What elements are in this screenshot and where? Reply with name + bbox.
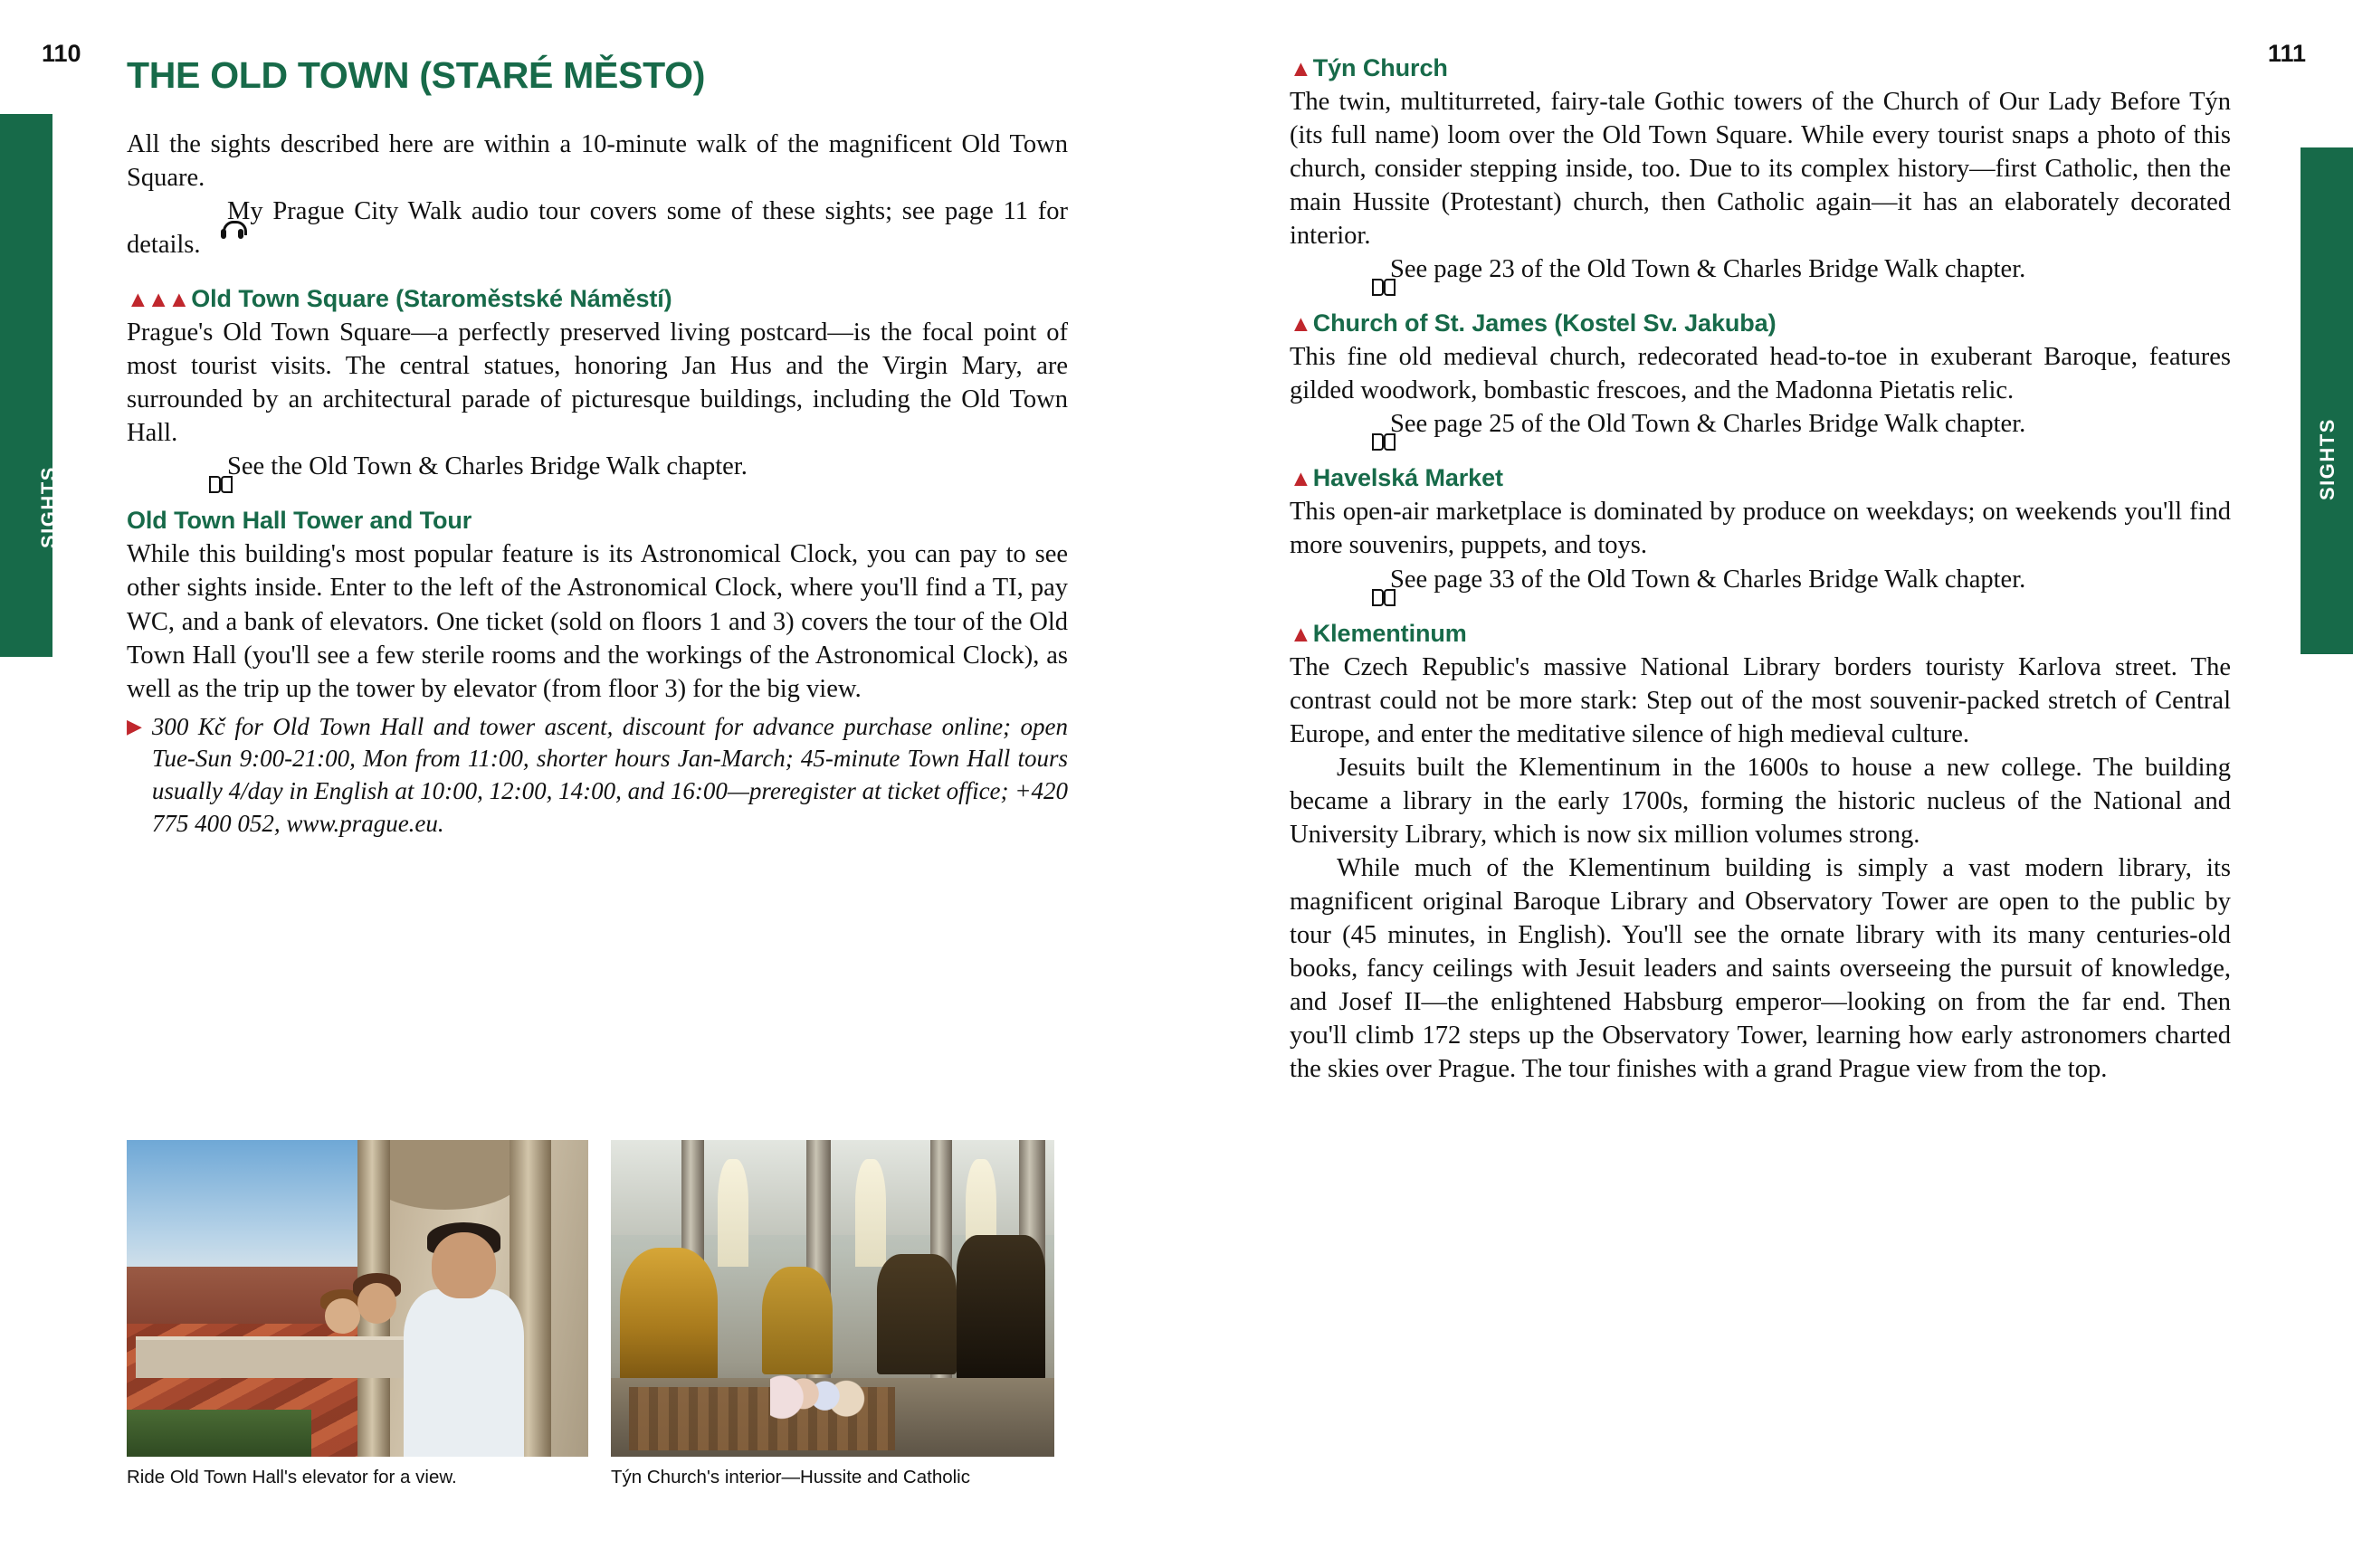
rating-triangles-icon: ▲ (1290, 621, 1310, 647)
section-reference-church-of-st-james (1290, 407, 2231, 441)
section-body-old-town-hall-tower: While this building's most popular feature is its Astronomical Clock, you can pay to see other sights inside. Enter to the left of the Astronomical Clock, where you'll find a TI, pay WC, and a bank of elevators. One ticket (sold on floors 1 and 3) covers the tour of the Old Town Hall (you'll see a few sterile rooms and the workings of the Astronomical Clock), as well as the trip up the tower by elevator (from floor 3) for the big view. (127, 540, 1068, 703)
section-heading-text: Old Town Hall Tower and Tour (127, 507, 472, 535)
section-body-church-of-st-james: This fine old medieval church, redecorated head-to-toe in exuberant Baroque, features gilded woodwork, bombastic frescoes, and the Madonna Pietatis relic. (1290, 343, 2231, 405)
section-reference-old-town-square (127, 450, 1068, 483)
section-heading-text: Havelská Market (1312, 464, 1503, 492)
section-reference-text: See page 25 of the Old Town & Charles Bridge Walk chapter. (1390, 410, 2026, 439)
photo-block (127, 1140, 1068, 1489)
section-body-tyn-church: The twin, multiturreted, fairy-tale Gothic towers of the Church of Our Lady Before Týn (its full name) loom over the Old Town Square. While every tourist snaps a photo of this church, consider stepping inside, too. Due to its complex history—first Catholic, then the main Hussite (Protestant) church, then Catholic again—it has an elaborately decorated interior. (1290, 88, 2231, 251)
photo-caption-tyn-church: Týn Church's interior—Hussite and Catholic (611, 1467, 970, 1487)
section-heading-old-town-hall-tower (127, 507, 1068, 535)
photo-row (127, 1140, 1068, 1457)
section-heading-havelska-market (1290, 464, 2231, 492)
right-page-column (1290, 54, 2231, 1086)
sidebar-tab-left-label: SIGHTS (37, 466, 60, 548)
page-title: THE OLD TOWN (STARÉ MĚSTO) (127, 54, 706, 96)
section-body-klementinum-2: Jesuits built the Klementinum in the 1600s to house a new college. The building became a library in the early 1700s, forming the historic nucleus of the National and University Library, which is now six million volumes strong. (1290, 753, 2231, 849)
section-reference-text: See page 23 of the Old Town & Charles Bridge Walk chapter. (1390, 255, 2026, 284)
section-bullet-text: 300 Kč for Old Town Hall and tower ascent, discount for advance purchase online; open Tue-Sun 9:00-21:00, Mon from 11:00, shorter hours Jan-March; 45-minute Town Hall tours usually 4/day in English at 10:00, 12:00, 14:00, and 16:00—preregister at ticket office; +420 775 400 052, www.prague.eu. (151, 712, 1068, 837)
section-heading-text: Klementinum (1312, 619, 1467, 647)
section-reference-havelska-market (1290, 563, 2231, 596)
bullet-arrow-icon: ▶ (127, 714, 142, 737)
section-heading-church-of-st-james (1290, 309, 2231, 337)
section-heading-text: Church of St. James (Kostel Sv. Jakuba) (1312, 309, 1777, 337)
audio-note-paragraph (127, 195, 1068, 261)
rating-triangles-icon: ▲ (1290, 466, 1310, 492)
section-body-klementinum-3: While much of the Klementinum building is simply a vast modern library, its magnificent original Baroque Library and Observatory Tower are open to the public by tour (45 minutes, in English). You'll see the ornate library with its many centuries-old books, fancy ceilings with Jesuit leaders and saints overseeing the pursuit of knowledge, and Josef II—the enlightened Habsburg emperor—looking on from the far end. Then you'll climb 172 steps up the Observatory Tower, learning how early astronomers charted the skies over Prague. The tour finishes with a grand Prague view from the top. (1290, 853, 2231, 1084)
page-number-left: 110 (42, 40, 81, 67)
rating-triangles-icon: ▲▲▲ (127, 287, 189, 313)
intro-paragraph: All the sights described here are within a 10-minute walk of the magnificent Old Town Square. (127, 130, 1068, 193)
section-reference-tyn-church (1290, 252, 2231, 286)
page-number-right: 111 (2267, 40, 2306, 67)
rating-triangles-icon: ▲ (1290, 56, 1310, 81)
left-page-column (127, 54, 1068, 840)
photo-caption-row (127, 1457, 1068, 1489)
section-body-klementinum-1: The Czech Republic's massive National Library borders touristy Karlova street. The contrast could not be more stark: Step out of the most souvenir-packed stretch of Central Europe, and enter the meditative silence of high medieval culture. (1290, 652, 2231, 748)
sidebar-tab-right (2301, 147, 2353, 654)
sidebar-tab-right-label: SIGHTS (2316, 418, 2339, 500)
audio-note-text: My Prague City Walk audio tour covers some of these sights; see page 11 for details. (127, 197, 1068, 260)
tyn-church-interior-photo (611, 1140, 1054, 1457)
section-heading-tyn-church (1290, 54, 2231, 82)
section-reference-text: See page 33 of the Old Town & Charles Bridge Walk chapter. (1390, 565, 2026, 594)
rating-triangles-icon: ▲ (1290, 311, 1310, 337)
old-town-hall-elevator-photo (127, 1140, 588, 1457)
section-heading-klementinum (1290, 620, 2231, 648)
section-body-havelska-market: This open-air marketplace is dominated by produce on weekdays; on weekends you'll find more souvenirs, puppets, and toys. (1290, 498, 2231, 560)
sidebar-tab-left (0, 114, 60, 657)
section-bullet-old-town-hall-tower (127, 711, 1068, 841)
section-heading-text: Týn Church (1312, 54, 1448, 81)
section-heading-old-town-square (127, 285, 1068, 313)
section-reference-text: See the Old Town & Charles Bridge Walk chapter. (227, 452, 748, 481)
photo-caption-old-town-hall: Ride Old Town Hall's elevator for a view. (127, 1467, 457, 1487)
section-body-old-town-square: Prague's Old Town Square—a perfectly preserved living postcard—is the focal point of most tourist visits. The central statues, honoring Jan Hus and the Virgin Mary, are surrounded by an architectural parade of picturesque buildings, including the Old Town Hall. (127, 318, 1068, 448)
section-heading-text: Old Town Square (Staroměstské Náměstí) (191, 285, 672, 313)
